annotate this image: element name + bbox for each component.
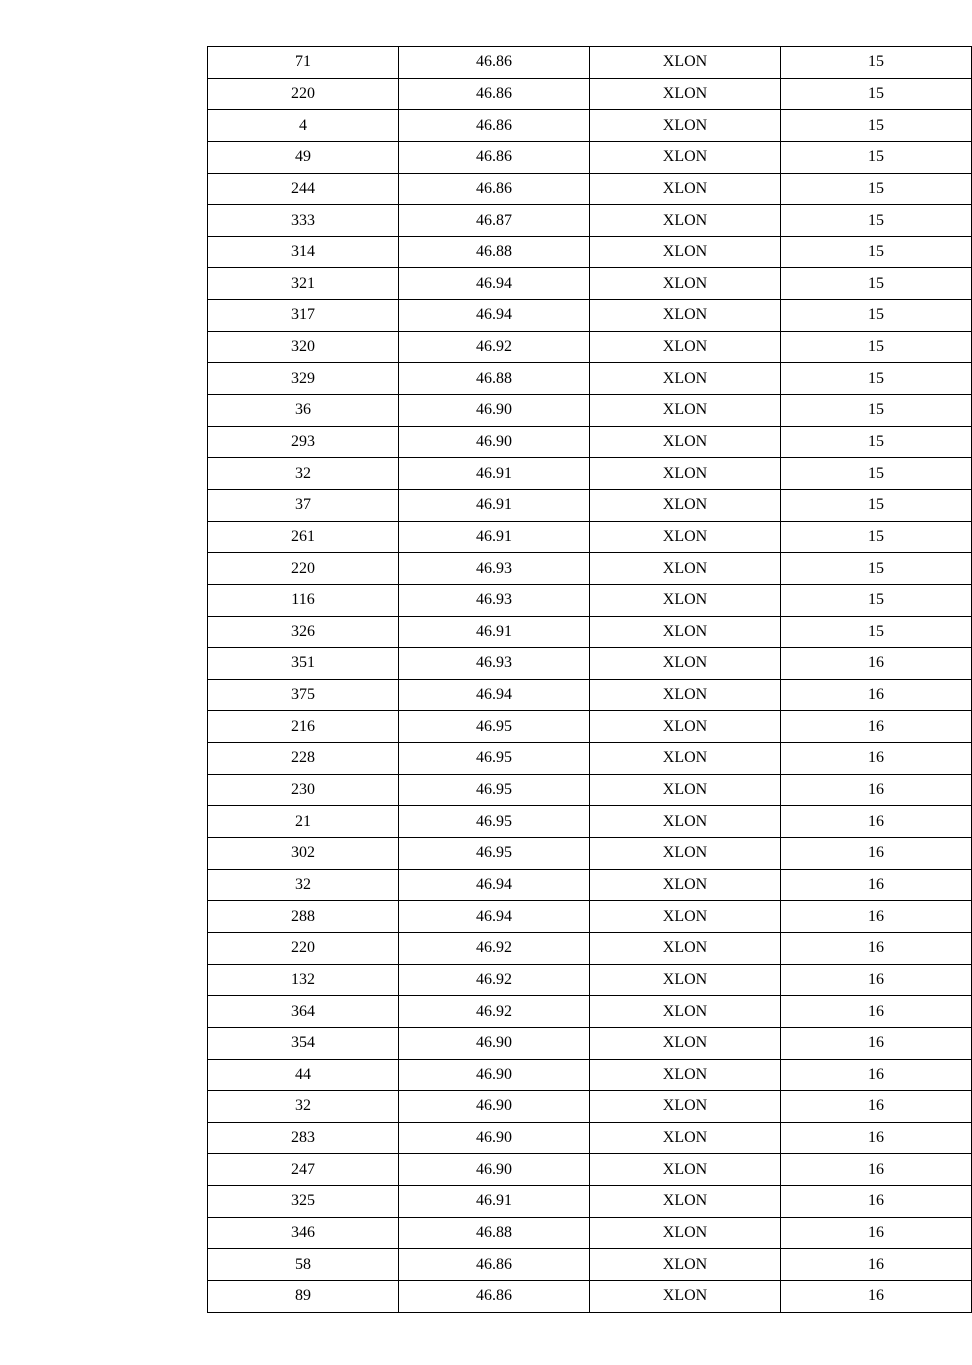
- price-cell: 46.91: [399, 489, 590, 521]
- price-cell: 46.86: [399, 1280, 590, 1312]
- venue-cell: XLON: [590, 236, 781, 268]
- venue-cell: XLON: [590, 173, 781, 205]
- volume-cell: 320: [208, 331, 399, 363]
- volume-cell: 220: [208, 553, 399, 585]
- table-row: [208, 838, 972, 870]
- volume-cell: 32: [208, 1091, 399, 1123]
- price-cell: 46.94: [399, 679, 590, 711]
- volume-cell: 283: [208, 1122, 399, 1154]
- time-cell: 16: [781, 996, 972, 1028]
- venue-cell: XLON: [590, 205, 781, 237]
- venue-cell: XLON: [590, 1027, 781, 1059]
- price-cell: 46.92: [399, 331, 590, 363]
- volume-cell: 326: [208, 616, 399, 648]
- table-row: [208, 1122, 972, 1154]
- table-row: [208, 458, 972, 490]
- table-row: [208, 1186, 972, 1218]
- volume-cell: 44: [208, 1059, 399, 1091]
- time-cell: 16: [781, 964, 972, 996]
- price-cell: 46.95: [399, 838, 590, 870]
- price-cell: 46.90: [399, 1027, 590, 1059]
- table-row: [208, 1280, 972, 1312]
- volume-cell: 32: [208, 458, 399, 490]
- table-row: [208, 268, 972, 300]
- price-cell: 46.90: [399, 1091, 590, 1123]
- time-cell: 16: [781, 838, 972, 870]
- table-row: [208, 1027, 972, 1059]
- time-cell: 15: [781, 616, 972, 648]
- time-cell: 16: [781, 743, 972, 775]
- venue-cell: XLON: [590, 300, 781, 332]
- price-cell: 46.92: [399, 996, 590, 1028]
- venue-cell: XLON: [590, 616, 781, 648]
- volume-cell: 333: [208, 205, 399, 237]
- price-cell: 46.90: [399, 426, 590, 458]
- price-cell: 46.88: [399, 1217, 590, 1249]
- table-row: [208, 78, 972, 110]
- volume-cell: 244: [208, 173, 399, 205]
- venue-cell: XLON: [590, 1280, 781, 1312]
- time-cell: 15: [781, 268, 972, 300]
- time-cell: 15: [781, 300, 972, 332]
- time-cell: 15: [781, 584, 972, 616]
- venue-cell: XLON: [590, 711, 781, 743]
- venue-cell: XLON: [590, 1059, 781, 1091]
- table-row: [208, 173, 972, 205]
- venue-cell: XLON: [590, 1217, 781, 1249]
- volume-cell: 89: [208, 1280, 399, 1312]
- price-cell: 46.94: [399, 869, 590, 901]
- table-row: [208, 679, 972, 711]
- table-row: [208, 426, 972, 458]
- price-cell: 46.91: [399, 616, 590, 648]
- time-cell: 15: [781, 236, 972, 268]
- time-cell: 16: [781, 679, 972, 711]
- time-cell: 15: [781, 458, 972, 490]
- venue-cell: XLON: [590, 363, 781, 395]
- volume-cell: 37: [208, 489, 399, 521]
- venue-cell: XLON: [590, 110, 781, 142]
- price-cell: 46.95: [399, 774, 590, 806]
- table-row: [208, 553, 972, 585]
- table-row: [208, 584, 972, 616]
- venue-cell: XLON: [590, 331, 781, 363]
- venue-cell: XLON: [590, 268, 781, 300]
- price-cell: 46.87: [399, 205, 590, 237]
- table-row: [208, 932, 972, 964]
- table-row: [208, 1249, 972, 1281]
- table-row: [208, 205, 972, 237]
- volume-cell: 4: [208, 110, 399, 142]
- price-cell: 46.94: [399, 901, 590, 933]
- price-cell: 46.92: [399, 964, 590, 996]
- price-cell: 46.86: [399, 110, 590, 142]
- volume-cell: 49: [208, 141, 399, 173]
- price-cell: 46.90: [399, 1059, 590, 1091]
- time-cell: 16: [781, 1217, 972, 1249]
- venue-cell: XLON: [590, 584, 781, 616]
- venue-cell: XLON: [590, 1186, 781, 1218]
- volume-cell: 58: [208, 1249, 399, 1281]
- time-cell: 16: [781, 1154, 972, 1186]
- price-cell: 46.92: [399, 932, 590, 964]
- volume-cell: 216: [208, 711, 399, 743]
- price-cell: 46.95: [399, 711, 590, 743]
- table-row: [208, 489, 972, 521]
- table-row: [208, 331, 972, 363]
- price-cell: 46.94: [399, 300, 590, 332]
- time-cell: 16: [781, 1059, 972, 1091]
- table-row: [208, 395, 972, 427]
- table-row: [208, 774, 972, 806]
- volume-cell: 351: [208, 648, 399, 680]
- volume-cell: 32: [208, 869, 399, 901]
- volume-cell: 220: [208, 932, 399, 964]
- venue-cell: XLON: [590, 964, 781, 996]
- volume-cell: 116: [208, 584, 399, 616]
- volume-cell: 288: [208, 901, 399, 933]
- volume-cell: 325: [208, 1186, 399, 1218]
- volume-cell: 302: [208, 838, 399, 870]
- venue-cell: XLON: [590, 838, 781, 870]
- volume-cell: 354: [208, 1027, 399, 1059]
- price-cell: 46.93: [399, 648, 590, 680]
- time-cell: 15: [781, 489, 972, 521]
- time-cell: 16: [781, 806, 972, 838]
- time-cell: 15: [781, 205, 972, 237]
- price-cell: 46.86: [399, 47, 590, 79]
- time-cell: 16: [781, 869, 972, 901]
- volume-cell: 346: [208, 1217, 399, 1249]
- time-cell: 15: [781, 47, 972, 79]
- table-row: [208, 1217, 972, 1249]
- table-row: [208, 648, 972, 680]
- price-cell: 46.86: [399, 78, 590, 110]
- time-cell: 16: [781, 1186, 972, 1218]
- table-row: [208, 743, 972, 775]
- venue-cell: XLON: [590, 1154, 781, 1186]
- time-cell: 16: [781, 932, 972, 964]
- table-row: [208, 1059, 972, 1091]
- price-cell: 46.91: [399, 1186, 590, 1218]
- venue-cell: XLON: [590, 1122, 781, 1154]
- volume-cell: 230: [208, 774, 399, 806]
- volume-cell: 132: [208, 964, 399, 996]
- venue-cell: XLON: [590, 648, 781, 680]
- transactions-table: [207, 46, 972, 1313]
- time-cell: 16: [781, 774, 972, 806]
- table-body: [208, 47, 972, 1313]
- venue-cell: XLON: [590, 395, 781, 427]
- volume-cell: 321: [208, 268, 399, 300]
- price-cell: 46.90: [399, 1154, 590, 1186]
- volume-cell: 220: [208, 78, 399, 110]
- venue-cell: XLON: [590, 47, 781, 79]
- venue-cell: XLON: [590, 489, 781, 521]
- time-cell: 15: [781, 521, 972, 553]
- venue-cell: XLON: [590, 806, 781, 838]
- time-cell: 15: [781, 553, 972, 585]
- table-row: [208, 47, 972, 79]
- volume-cell: 364: [208, 996, 399, 1028]
- price-cell: 46.86: [399, 1249, 590, 1281]
- price-cell: 46.95: [399, 743, 590, 775]
- time-cell: 16: [781, 901, 972, 933]
- venue-cell: XLON: [590, 996, 781, 1028]
- time-cell: 15: [781, 363, 972, 395]
- price-cell: 46.94: [399, 268, 590, 300]
- time-cell: 15: [781, 331, 972, 363]
- time-cell: 16: [781, 1249, 972, 1281]
- table-row: [208, 806, 972, 838]
- table-row: [208, 141, 972, 173]
- time-cell: 16: [781, 1027, 972, 1059]
- price-cell: 46.86: [399, 173, 590, 205]
- volume-cell: 314: [208, 236, 399, 268]
- volume-cell: 247: [208, 1154, 399, 1186]
- price-cell: 46.91: [399, 458, 590, 490]
- time-cell: 16: [781, 1122, 972, 1154]
- venue-cell: XLON: [590, 774, 781, 806]
- time-cell: 15: [781, 426, 972, 458]
- venue-cell: XLON: [590, 869, 781, 901]
- price-cell: 46.90: [399, 1122, 590, 1154]
- table-row: [208, 711, 972, 743]
- price-cell: 46.95: [399, 806, 590, 838]
- price-cell: 46.90: [399, 395, 590, 427]
- venue-cell: XLON: [590, 1091, 781, 1123]
- table-row: [208, 236, 972, 268]
- venue-cell: XLON: [590, 78, 781, 110]
- volume-cell: 36: [208, 395, 399, 427]
- venue-cell: XLON: [590, 553, 781, 585]
- table-viewport: [207, 46, 884, 1315]
- volume-cell: 21: [208, 806, 399, 838]
- time-cell: 16: [781, 1091, 972, 1123]
- venue-cell: XLON: [590, 521, 781, 553]
- table-row: [208, 521, 972, 553]
- table-row: [208, 1154, 972, 1186]
- venue-cell: XLON: [590, 426, 781, 458]
- volume-cell: 293: [208, 426, 399, 458]
- volume-cell: 329: [208, 363, 399, 395]
- table-row: [208, 300, 972, 332]
- price-cell: 46.93: [399, 553, 590, 585]
- venue-cell: XLON: [590, 901, 781, 933]
- time-cell: 16: [781, 1280, 972, 1312]
- table-row: [208, 901, 972, 933]
- volume-cell: 375: [208, 679, 399, 711]
- table-row: [208, 964, 972, 996]
- time-cell: 16: [781, 711, 972, 743]
- volume-cell: 228: [208, 743, 399, 775]
- table-row: [208, 616, 972, 648]
- venue-cell: XLON: [590, 679, 781, 711]
- table-row: [208, 1091, 972, 1123]
- time-cell: 15: [781, 110, 972, 142]
- time-cell: 15: [781, 141, 972, 173]
- venue-cell: XLON: [590, 932, 781, 964]
- time-cell: 16: [781, 648, 972, 680]
- venue-cell: XLON: [590, 141, 781, 173]
- price-cell: 46.88: [399, 236, 590, 268]
- time-cell: 15: [781, 395, 972, 427]
- price-cell: 46.88: [399, 363, 590, 395]
- volume-cell: 71: [208, 47, 399, 79]
- price-cell: 46.91: [399, 521, 590, 553]
- venue-cell: XLON: [590, 743, 781, 775]
- table-row: [208, 996, 972, 1028]
- table-row: [208, 363, 972, 395]
- table-row: [208, 869, 972, 901]
- table-row: [208, 110, 972, 142]
- venue-cell: XLON: [590, 1249, 781, 1281]
- time-cell: 15: [781, 173, 972, 205]
- volume-cell: 317: [208, 300, 399, 332]
- venue-cell: XLON: [590, 458, 781, 490]
- time-cell: 15: [781, 78, 972, 110]
- volume-cell: 261: [208, 521, 399, 553]
- price-cell: 46.86: [399, 141, 590, 173]
- price-cell: 46.93: [399, 584, 590, 616]
